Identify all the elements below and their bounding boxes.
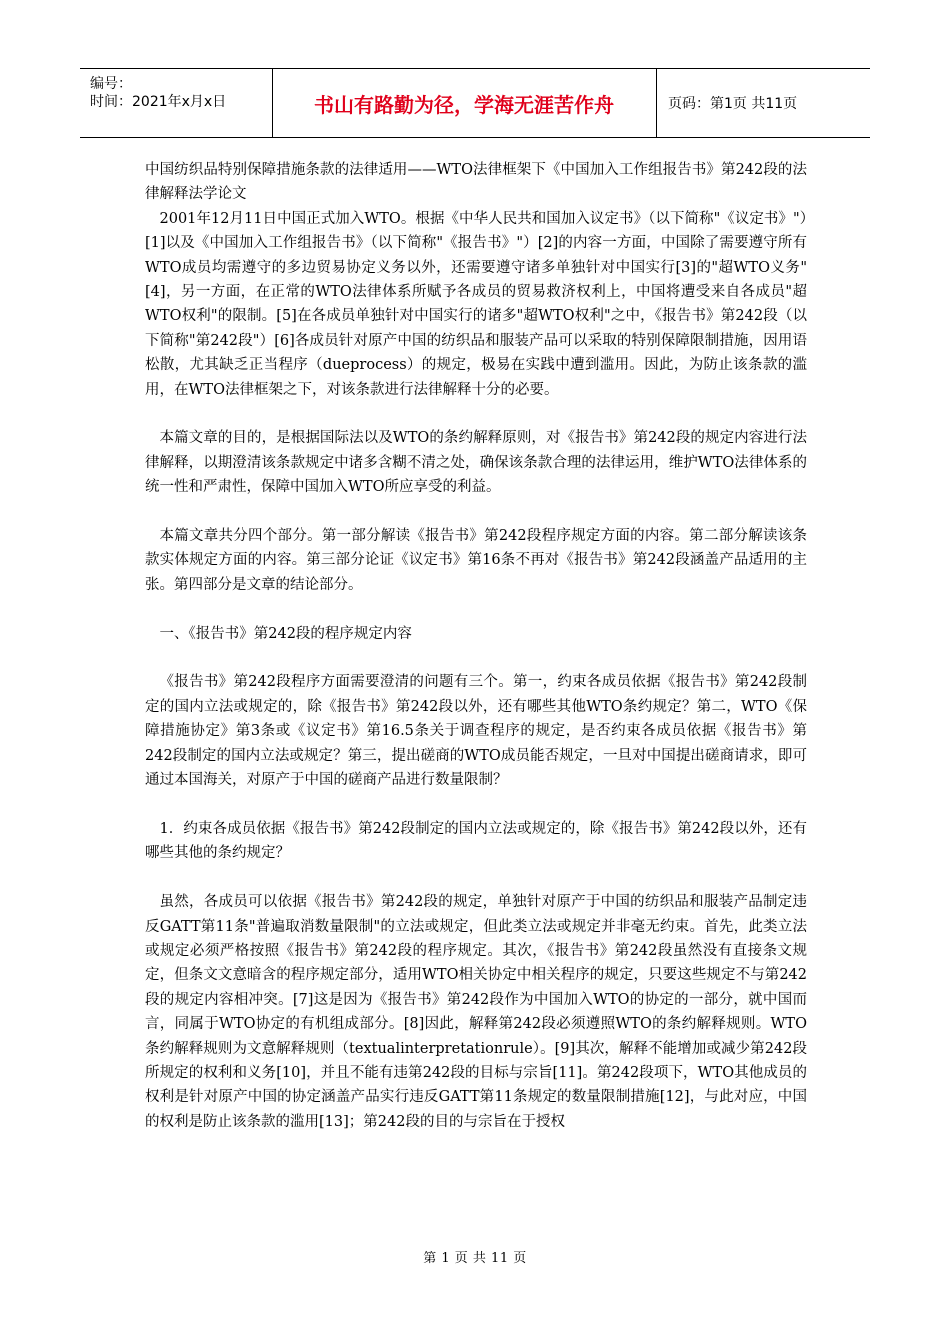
paragraph-purpose: 本篇文章的目的，是根据国际法以及WTO的条约解释原则，对《报告书》第242段的规定内容进行法律解释，以期澄清该条款规定中诸多含糊不清之处，确保该条款合理的法律运用，维护WTO法律体系的统一性和严肃性，保障中国加入WTO所应享受的利益。 bbox=[145, 430, 807, 496]
paragraph-structure: 本篇文章共分四个部分。第一部分解读《报告书》第242段程序规定方面的内容。第二部分解读该条款实体规定方面的内容。第三部分论证《议定书》第16条不再对《报告书》第242段涵盖产品适用的主张。第四部分是文章的结论部分。 bbox=[145, 528, 807, 593]
paragraph-analysis: 虽然，各成员可以依据《报告书》第242段的规定，单独针对原产于中国的纺织品和服装产品制定违反GATT第11条"普遍取消数量限制"的立法或规定，但此类立法或规定并非毫无约束。首先，此类立法或规定必须严格按照《报告书》第242段的程序规定。其次，《报告书》第242段虽然没有直接条文规定，但条文文意暗含的程序规定部分，适用WTO相关协定中相关程序的规定，只要这些规定不与第242段的规定内容相冲突。[7]这是因为《报告书》第242段作为中国加入WTO的协定的一部分，就中国而言，同属于WTO协定的有机组成部分。[8]因此，解释第242段必须遵照WTO的条约解释规则。WTO条约解释规则为文意解释规则（textualinterpretationrule）。[9]其次，解释不能增加或减少第242段所规定的权利和义务[10]，并且不能有违第242段的目标与宗旨[11]。第242段项下，WTO其他成员的权利是针对原产中国的协定涵盖产品实行违反GATT第11条规定的数量限制措施[12]，与此对应，中国的权利是防止该条款的滥用[13]；第242段的目的与宗旨在于授权 bbox=[145, 894, 807, 1130]
header-page-info: 页码：第1页 共11页 bbox=[668, 96, 798, 112]
document-body bbox=[145, 158, 807, 1134]
header-motto: 书山有路勤为径，学海无涯苦作舟 bbox=[272, 69, 657, 137]
time-label: 时间：2021年x月x日 bbox=[90, 94, 227, 110]
subsection-heading: 1．约束各成员依据《报告书》第242段制定的国内立法或规定的，除《报告书》第242段以外，还有哪些其他的条约规定？ bbox=[145, 820, 807, 862]
paragraph-intro: 2001年12月11日中国正式加入WTO。根据《中华人民共和国加入议定书》（以下简称"《议定书》"）[1]以及《中国加入工作组报告书》（以下简称"《报告书》"）[2]的内容一方面，中国除了需要遵守所有WTO成员均需遵守的多边贸易协定义务以外，还需要遵守诸多单独针对中国实行[3]的"超WTO义务"[4]，另一方面，在正常的WTO法律体系所赋予各成员的贸易救济权利上，中国将遭受来自各成员"超WTO权利"的限制。[5]在各成员单独针对中国实行的诸多"超WTO权利"之中，《报告书》第242段（以下简称"第242段"）[6]各成员针对原产中国的纺织品和服装产品可以采取的特别保障限制措施，因用语松散，尤其缺乏正当程序（dueprocess）的规定，极易在实践中遭到滥用。因此，为防止该条款的滥用，在WTO法律框架之下，对该条款进行法律解释十分的必要。 bbox=[145, 210, 807, 398]
paragraph-questions: 《报告书》第242段程序方面需要澄清的问题有三个。第一，约束各成员依据《报告书》第242段制定的国内立法或规定的，除《报告书》第242段以外，还有哪些其他WTO条约规定？第二，WTO《保障措施协定》第3条或《议定书》第16.5条关于调查程序的规定，是否约束各成员依据《报告书》第242段制定的国内立法或规定？第三，提出磋商的WTO成员能否规定，一旦对中国提出磋商请求，即可通过本国海关，对原产于中国的磋商产品进行数量限制？ bbox=[145, 674, 807, 789]
page-header bbox=[80, 68, 870, 138]
section-heading: 一、《报告书》第242段的程序规定内容 bbox=[159, 625, 412, 642]
document-title: 中国纺织品特别保障措施条款的法律适用——WTO法律框架下《中国加入工作组报告书》第242段的法律解释法学论文 bbox=[145, 162, 807, 203]
page-footer: 第 1 页 共 11 页 bbox=[423, 1251, 527, 1266]
header-meta-cell bbox=[80, 69, 273, 137]
number-label: 编号： bbox=[90, 76, 132, 92]
